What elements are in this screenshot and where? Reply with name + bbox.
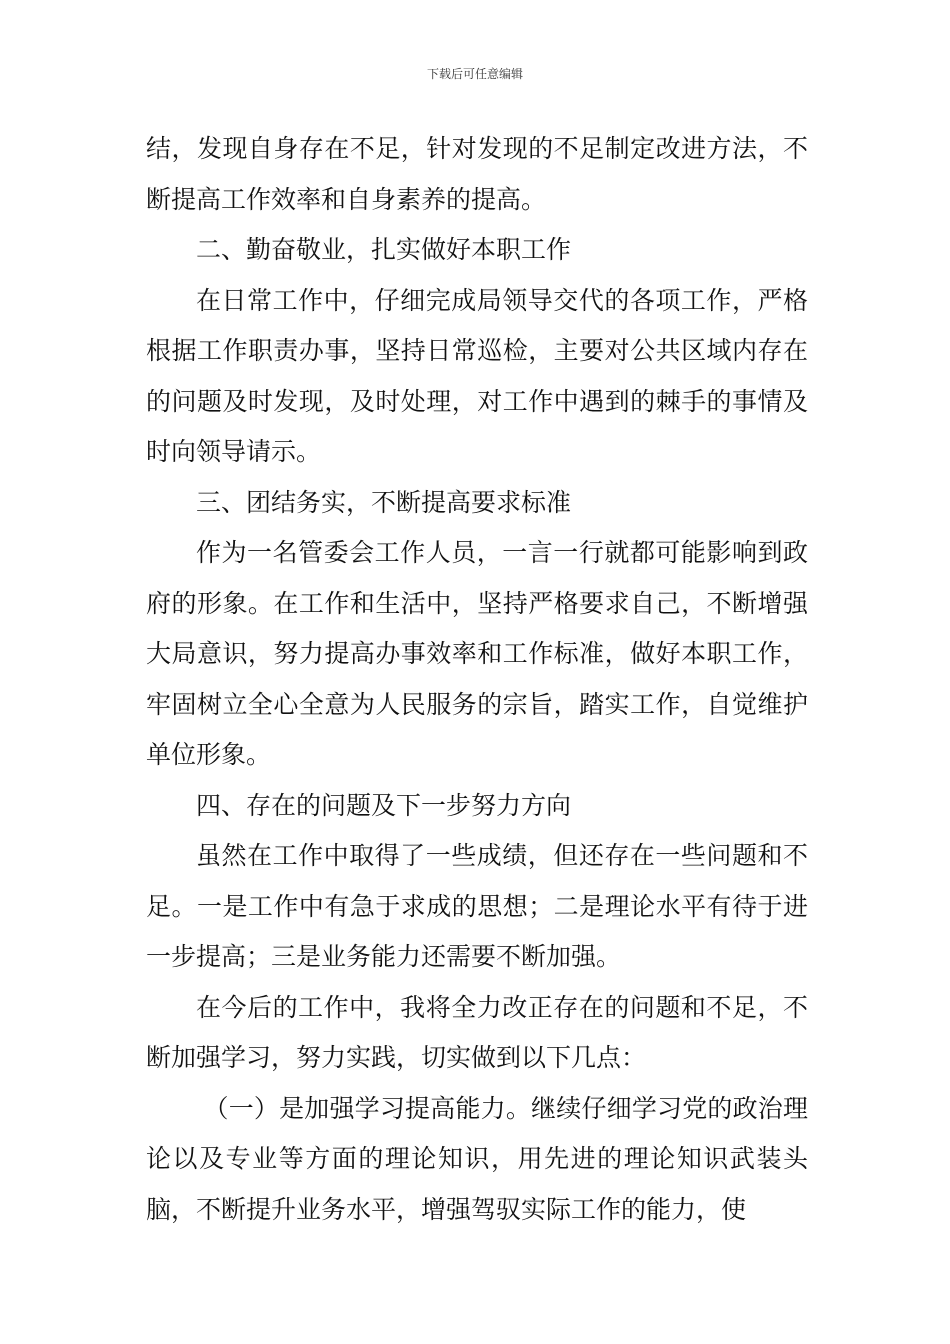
paragraph-daily-work: 在日常工作中，仔细完成局领导交代的各项工作，严格根据工作职责办事，坚持日常巡检，主要对公共区域内存在的问题及时发现，及时处理，对工作中遇到的棘手的事情及时向领导请示。 bbox=[146, 285, 808, 466]
section-heading-4: 四、存在的问题及下一步努力方向 bbox=[196, 790, 572, 820]
section-heading-3: 三、团结务实，不断提高要求标准 bbox=[196, 487, 572, 517]
paragraph-continuation: 结，发现自身存在不足，针对发现的不足制定改进方法，不断提高工作效率和自身素养的提高。 bbox=[146, 134, 808, 214]
page-header: 下载后可任意编辑 bbox=[426, 67, 523, 81]
section-heading-2: 二、勤奋敬业，扎实做好本职工作 bbox=[196, 235, 572, 264]
paragraph-problems: 虽然在工作中取得了一些成绩，但还存在一些问题和不足。一是工作中有急于求成的思想；二是理论水平有待于进一步提高；三是业务能力还需要不断加强。 bbox=[146, 841, 808, 971]
paragraph-future: 在今后的工作中，我将全力改正存在的问题和不足，不断加强学习，努力实践，切实做到以下几点： bbox=[146, 992, 808, 1072]
paragraph-image: 作为一名管委会工作人员，一言一行就都可能影响到政府的形象。在工作和生活中，坚持严格要求自己，不断增强大局意识，努力提高办事效率和工作标准，做好本职工作，牢固树立全心全意为人民服务的宗旨，踏实工作，自觉维护单位形象。 bbox=[146, 538, 808, 769]
document-body bbox=[146, 124, 808, 1235]
paragraph-point-1: （一）是加强学习提高能力。继续仔细学习党的政治理论以及专业等方面的理论知识，用先进的理论知识武装头脑，不断提升业务水平，增强驾驭实际工作的能力，使 bbox=[146, 1093, 808, 1224]
